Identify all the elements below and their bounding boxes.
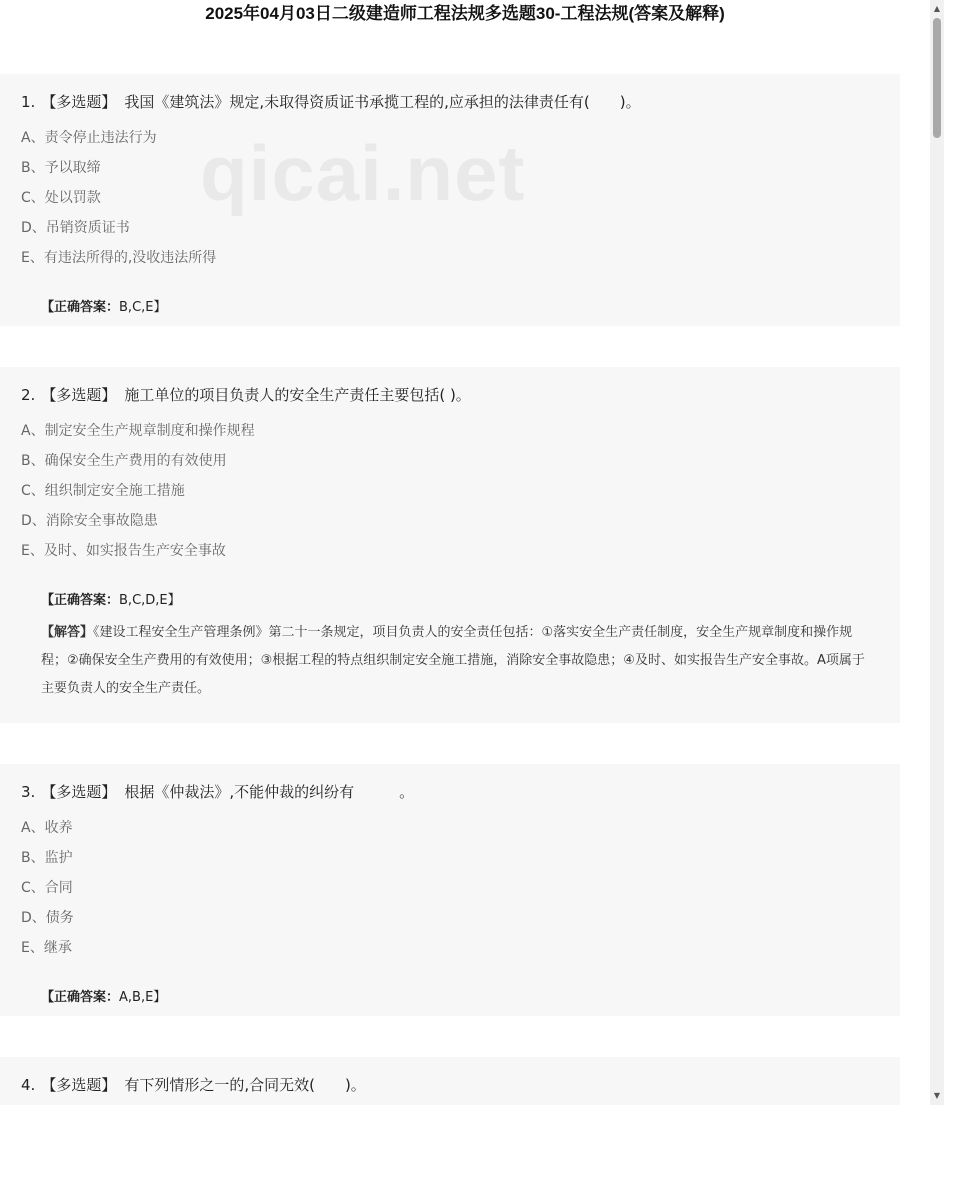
question-type: 【多选题】 xyxy=(41,386,117,404)
vertical-scrollbar[interactable] xyxy=(930,0,944,1105)
option-c: C、合同 xyxy=(21,880,73,896)
answer-label: 【正确答案： xyxy=(41,990,120,1005)
question-card-1 xyxy=(0,74,900,326)
option-a: A、责令停止违法行为 xyxy=(21,130,157,146)
answer-label: 【正确答案： xyxy=(41,300,120,315)
explanation xyxy=(41,619,873,703)
question-card-3 xyxy=(0,764,900,1016)
question-type: 【多选题】 xyxy=(41,1076,117,1094)
scrollbar-thumb[interactable] xyxy=(933,18,941,138)
option-c: C、组织制定安全施工措施 xyxy=(21,483,185,499)
option-e: E、及时、如实报告生产安全事故 xyxy=(21,543,226,559)
explanation-tag: 【解答】 xyxy=(41,625,94,640)
question-text: 我国《建筑法》规定,未取得资质证书承揽工程的,应承担的法律责任有( )。 xyxy=(124,93,641,111)
question-number: 3. xyxy=(21,783,36,801)
watermark-text: qicai.net xyxy=(200,129,526,217)
option-e: E、有违法所得的,没收违法所得 xyxy=(21,250,217,266)
question-text: 施工单位的项目负责人的安全生产责任主要包括( )。 xyxy=(124,386,471,404)
option-c: C、处以罚款 xyxy=(21,190,101,206)
correct-answer xyxy=(41,589,181,608)
option-d: D、消除安全事故隐患 xyxy=(21,513,158,529)
question-type: 【多选题】 xyxy=(41,93,117,111)
question-number: 2. xyxy=(21,386,36,404)
question-header xyxy=(21,384,471,405)
correct-answer xyxy=(41,986,166,1005)
option-d: D、债务 xyxy=(21,910,74,926)
question-header xyxy=(21,1074,366,1095)
question-card-4 xyxy=(0,1057,900,1105)
explanation-text: 《建设工程安全生产管理条例》第二十一条规定，项目负责人的安全责任包括：①落实安全生产责任制度，安全生产规章制度和操作规程；②确保安全生产费用的有效使用；③根据工程的特点组织制定安全施工措施，消除安全事故隐患；④及时、如实报告生产安全事故。A项属于主要负责人的安全生产责任。 xyxy=(41,625,865,696)
scroll-up-arrow-icon[interactable]: ▲ xyxy=(933,4,941,13)
question-number: 1. xyxy=(21,93,36,111)
option-a: A、制定安全生产规章制度和操作规程 xyxy=(21,423,255,439)
question-header xyxy=(21,781,414,802)
question-type: 【多选题】 xyxy=(41,783,117,801)
option-b: B、予以取缔 xyxy=(21,160,101,176)
option-a: A、收养 xyxy=(21,820,73,836)
question-number: 4. xyxy=(21,1076,36,1094)
option-d: D、吊销资质证书 xyxy=(21,220,130,236)
question-text: 有下列情形之一的,合同无效( )。 xyxy=(124,1076,366,1094)
question-card-2 xyxy=(0,367,900,723)
option-b: B、监护 xyxy=(21,850,73,866)
scroll-down-arrow-icon[interactable]: ▼ xyxy=(933,1091,941,1100)
correct-answer xyxy=(41,296,167,315)
question-text: 根据《仲裁法》,不能仲裁的纠纷有 。 xyxy=(124,783,415,801)
option-e: E、继承 xyxy=(21,940,72,956)
page-title: 2025年04月03日二级建造师工程法规多选题30-工程法规(答案及解释) xyxy=(205,4,725,23)
answer-value: B,C,E】 xyxy=(119,300,167,315)
answer-value: A,B,E】 xyxy=(119,990,167,1005)
answer-label: 【正确答案： xyxy=(41,593,120,608)
option-b: B、确保安全生产费用的有效使用 xyxy=(21,453,227,469)
answer-value: B,C,D,E】 xyxy=(119,593,181,608)
question-header xyxy=(21,91,641,112)
